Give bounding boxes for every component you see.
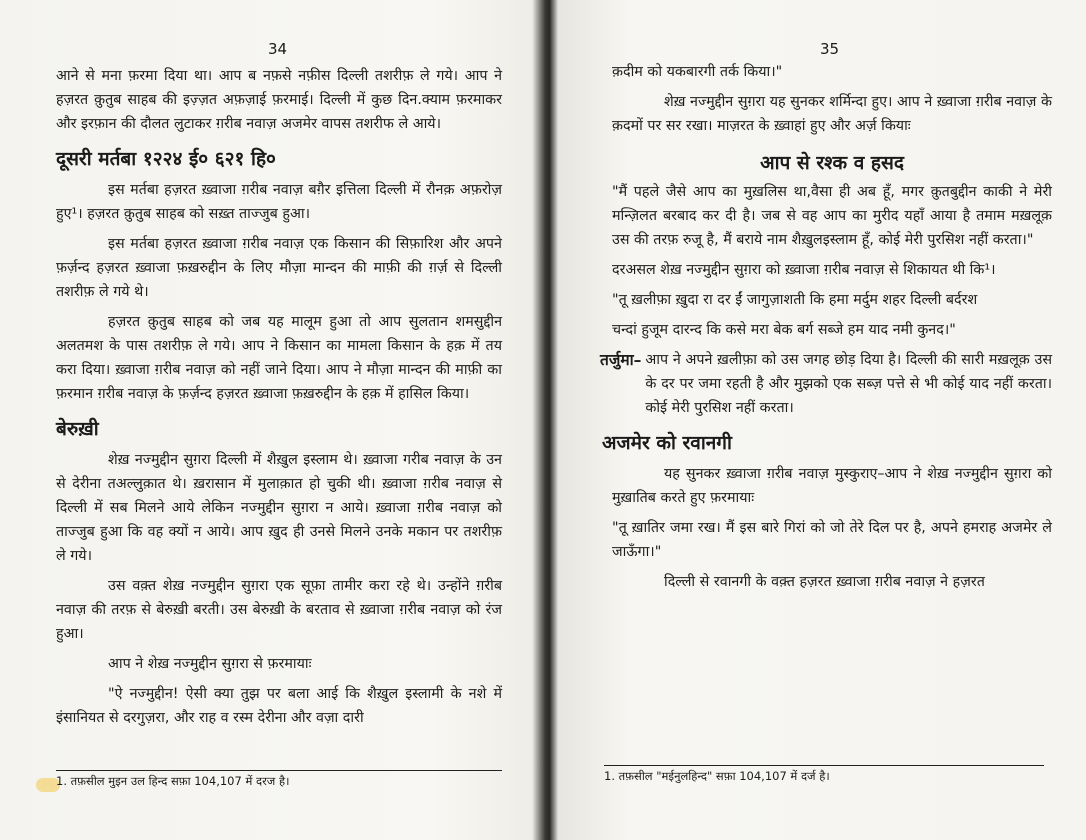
- persian-quote: "तू ख़लीफ़ा ख़ुदा रा दर ईं जागुज़ाशती कि हमा मर्दुम शहर दिल्ली बर्दरश: [612, 292, 978, 308]
- quote-paragraph: "तू ख़ातिर जमा रख। मैं इस बारे गिरां को जो तेरे दिल पर है, अपने हमराह अजमेर ले जाऊँगा।": [612, 520, 1052, 560]
- paragraph: आप ने शेख़ नज्मुद्दीन सुग़रा से फ़रमायाः: [108, 656, 312, 672]
- right-page: [548, 0, 1086, 840]
- paragraph: इस मर्तबा हज़रत ख़्वाजा ग़रीब नवाज़ एक किसान की सिफ़ारिश और अपने फ़र्ज़न्द हज़रत ख़्वाजा फ़ख़रुद्दीन के लिए मौज़ा मान्दन की माफ़ी की ग़र्ज़ से दिल्ली तशरीफ़ ले गये थे।: [56, 236, 502, 300]
- paragraph: शेख़ नज्मुद्दीन सुग़रा यह सुनकर शर्मिन्दा हुए। आप ने ख़्वाजा ग़रीब नवाज़ के क़दमों पर सर रखा। माज़रत के ख़्वाहां हुए और अर्ज़ कियाः: [612, 94, 1052, 134]
- section-heading: दूसरी मर्तबा १२२४ ई० ६२१ हि०: [56, 148, 276, 170]
- paragraph: दिल्ली से रवानगी के वक़्त हज़रत ख़्वाजा ग़रीब नवाज़ ने हज़रत: [664, 574, 985, 590]
- left-page: [0, 0, 540, 840]
- paragraph: उस वक़्त शेख़ नज्मुद्दीन सुग़रा एक सूफ़ा तामीर करा रहे थे। उन्होंने ग़रीब नवाज़ की तरफ़ से बेरुख़ी बरती। उस बेरुख़ी के बरताव से ख़्वाजा ग़रीब नवाज़ को रंज हुआ।: [56, 578, 502, 642]
- page-number-left: 34: [268, 40, 288, 58]
- translation-label: तर्जुमा–: [600, 351, 642, 369]
- footnote-divider: [56, 770, 502, 771]
- footnote: 1. तफ़सील मुइन उल हिन्द सफ़ा 104,107 में दरज है।: [56, 774, 290, 788]
- footnote: 1. तफ़सील "मईनुलहिन्द" सफ़ा 104,107 में दर्ज है।: [604, 769, 830, 783]
- section-heading: आप से रश्क व हसद: [760, 152, 904, 174]
- paragraph: आने से मना फ़रमा दिया था। आप ब नफ़से नफ़ीस दिल्ली तशरीफ़ ले गये। आप ने हज़रत क़ुतुब साहब की इज़्ज़त अफ़ज़ाई फ़रमाई। दिल्ली में कुछ दिन.क्याम फ़रमाकर और इरफ़ान की दौलत लुटाकर ग़रीब नवाज़ अजमेर वापस तशरीफ ले आये।: [56, 68, 502, 132]
- paragraph: दरअसल शेख़ नज्मुद्दीन सुग़रा को ख़्वाजा ग़रीब नवाज़ से शिकायत थी कि¹।: [612, 262, 996, 278]
- persian-quote: चन्दां हुजूम दारन्द कि कसे मरा बेक बर्ग सब्जे हम याद नमी कुनद।": [612, 322, 956, 338]
- paragraph: यह सुनकर ख़्वाजा ग़रीब नवाज़ मुस्कुराए–आप ने शेख़ नज्मुद्दीन सुग़रा को मुख़ातिब करते हुए फ़रमायाः: [612, 466, 1052, 506]
- quote-paragraph: "मैं पहले जैसे आप का मुख़लिस था,वैसा ही अब हूँ, मगर क़ुतबुद्दीन काकी ने मेरी मन्ज़िलत बरबाद कर दी है। जब से वह आप का मुरीद यहाँ आया है तमाम मख़लूक़ उस की तरफ़ रुजू है, मैं बराये नाम शैख़ुलइस्लाम हूँ, कोई मेरी पुरसिश नहीं करता।": [612, 184, 1052, 248]
- translation-text: आप ने अपने ख़लीफ़ा को उस जगह छोड़ दिया है। दिल्ली की सारी मख़लूक़ उस के दर पर जमा रहती है और मुझको एक सब्ज़ पत्ते से भी कोई याद नहीं करता। कोई मेरी पुरसिश नहीं करता।: [645, 352, 1052, 416]
- translation-block: [600, 348, 1052, 420]
- left-text-column: [56, 64, 502, 736]
- page-number-right: 35: [820, 40, 840, 58]
- paragraph: शेख़ नज्मुद्दीन सुग़रा दिल्ली में शैख़ुल इस्लाम थे। ख़्वाजा गरीब नवाज़ के उन से देरीना तअल्लुक़ात थे। ख़रासान में मुलाक़ात हो चुकी थी। ख़्वाजा ग़रीब नवाज़ से दिल्ली में सब मिलने आये लेकिन नज्मुद्दीन सुग़रा न आये। ख़्वाजा ग़रीब नवाज़ को ताज्जुब हुआ कि वह क्यों न आये। आप ख़ुद ही उनसे मिलने उनके मकान पर तशरीफ़ ले गये।: [56, 452, 502, 564]
- section-heading: अजमेर को रवानगी: [602, 432, 732, 454]
- footnote-divider: [604, 765, 1044, 766]
- quote-paragraph: "ऐ नज्मुद्दीन! ऐसी क्या तुझ पर बला आई कि शैख़ुल इस्लामी के नशे में इंसानियत से दरगुज़रा, और राह व रस्म देरीना और वज़ा दारी: [56, 686, 502, 726]
- paragraph: क़दीम को यकबारगी तर्क किया।": [612, 64, 783, 80]
- section-heading: बेरुख़ी: [56, 418, 99, 440]
- paragraph: इस मर्तबा हज़रत ख़्वाजा ग़रीब नवाज़ बग़ैर इत्तिला दिल्ली में रौनक़ अफ़रोज़ हुए¹। हज़रत क़ुतुब साहब को सख़्त ताज्जुब हुआ।: [56, 182, 502, 222]
- paragraph: हज़रत क़ुतुब साहब को जब यह मालूम हुआ तो आप सुलतान शमसुद्दीन अलतमश के पास तशरीफ़ ले गये। आप ने किसान का मामला किसान के हक़ में तय करा दिया। ख़्वाजा ग़रीब नवाज़ को नहीं जाने दिया। आप ने मौज़ा मान्दन की माफ़ी का फ़रमान ग़रीब नवाज़ के फ़र्ज़न्द हज़रत ख़्वाजा फ़ख़रुद्दीन के हक़ में हासिल किया।: [56, 314, 502, 402]
- right-text-column: [600, 60, 1052, 600]
